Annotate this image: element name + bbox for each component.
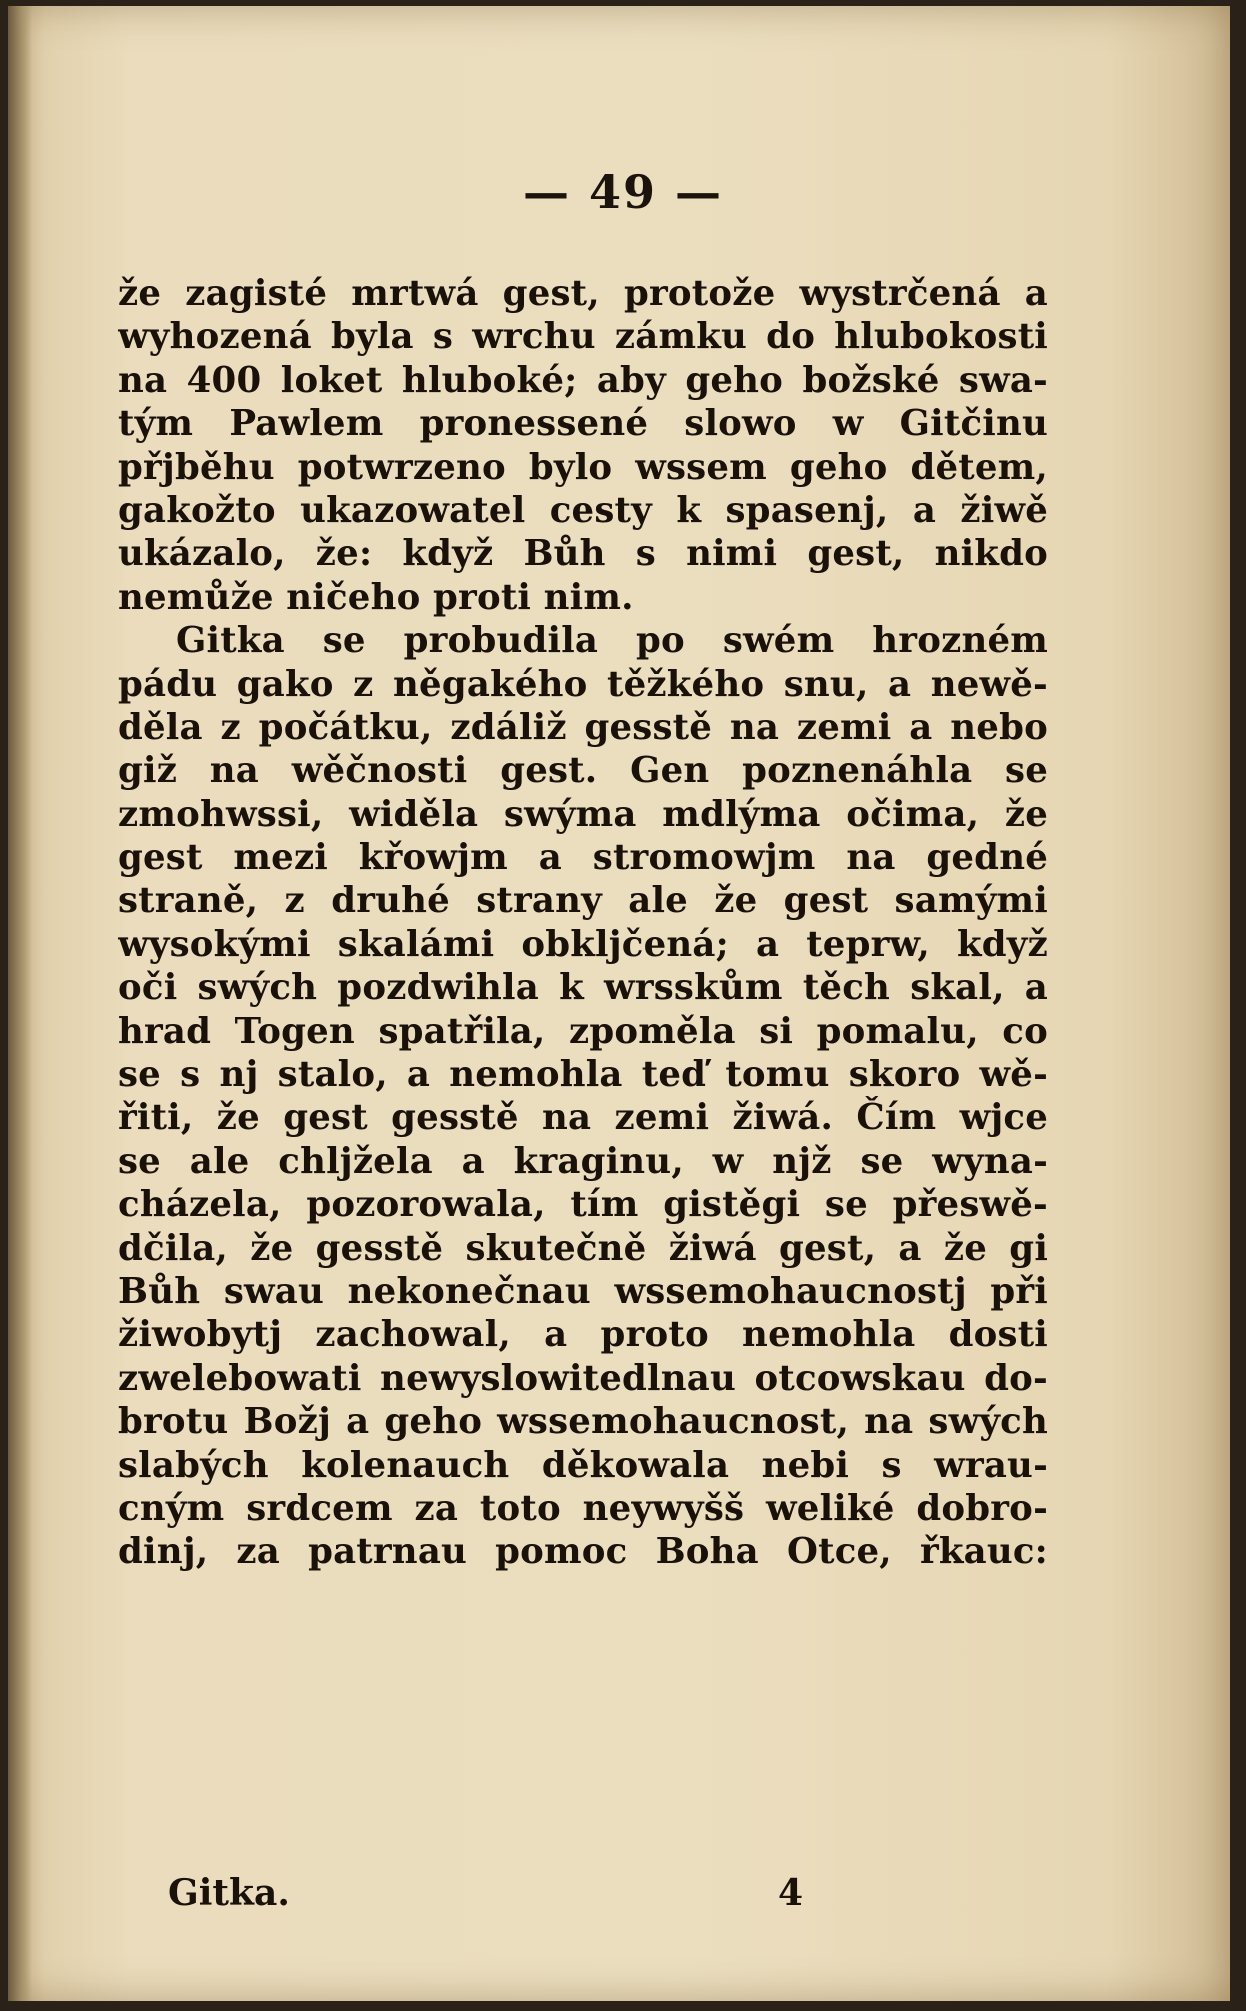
text-line: na 400 loket hluboké; aby geho božské swa- bbox=[118, 359, 1048, 401]
text-line: gakožto ukazowatel cesty k spasenj, a žiwě bbox=[118, 489, 1048, 531]
page-number: — 49 — bbox=[522, 165, 724, 219]
text-line: slabých kolenauch děkowala nebi s wrau- bbox=[118, 1444, 1048, 1486]
text-line: se ale chljžela a kraginu, w njž se wyna- bbox=[118, 1140, 1048, 1182]
signature-number: 4 bbox=[778, 1872, 804, 1914]
body-text bbox=[118, 272, 1048, 1574]
text-line: dčila, že gesstě skutečně žiwá gest, a že gi bbox=[118, 1227, 1048, 1269]
signature-text: Gitka. bbox=[168, 1872, 290, 1914]
text-line: Gitka se probudila po swém hrozném bbox=[176, 620, 1048, 662]
page-footer bbox=[168, 1872, 868, 1914]
text-line: přjběhu potwrzeno bylo wssem geho dětem, bbox=[118, 446, 1048, 488]
text-line: že zagisté mrtwá gest, protože wystrčená a bbox=[118, 273, 1048, 314]
text-line: řiti, že gest gesstě na zemi žiwá. Čím wjce bbox=[118, 1097, 1048, 1139]
text-line: straně, z druhé strany ale že gest samými bbox=[118, 880, 1048, 922]
page-gutter-shadow bbox=[8, 6, 32, 2001]
text-line: giž na wěčnosti gest. Gen poznenáhla se bbox=[118, 750, 1048, 792]
text-line: se s nj stalo, a nemohla teď tomu skoro wě- bbox=[118, 1054, 1048, 1096]
text-line: pádu gako z něgakého těžkého snu, a newě- bbox=[118, 663, 1048, 705]
paragraph-1 bbox=[118, 272, 1048, 619]
text-line: cházela, pozorowala, tím gistěgi se přeswě- bbox=[118, 1184, 1048, 1226]
text-line: tým Pawlem pronessené slowo w Gitčinu bbox=[118, 403, 1048, 445]
text-line: zwelebowati newyslowitedlnau otcowskau do- bbox=[118, 1357, 1048, 1399]
text-line: hrad Togen spatřila, zpoměla si pomalu, co bbox=[118, 1010, 1048, 1052]
text-line: cným srdcem za toto neywyšš weliké dobro- bbox=[118, 1487, 1048, 1529]
text-line: žiwobytj zachowal, a proto nemohla dosti bbox=[118, 1314, 1048, 1356]
paragraph-2 bbox=[118, 619, 1048, 1574]
text-line: ukázalo, že: když Bůh s nimi gest, nikdo bbox=[118, 533, 1048, 575]
text-line: Bůh swau nekonečnau wssemohaucnostj při bbox=[118, 1270, 1048, 1312]
text-line: nemůže ničeho proti nim. bbox=[118, 576, 634, 618]
text-line: zmohwssi, widěla swýma mdlýma očima, že bbox=[118, 793, 1048, 835]
text-line: gest mezi křowjm a stromowjm na gedné bbox=[118, 837, 1048, 879]
text-line: wysokými skalámi obkljčená; a teprw, když bbox=[118, 923, 1048, 965]
text-line: dinj, za patrnau pomoc Boha Otce, řkauc: bbox=[118, 1531, 1048, 1573]
text-line: wyhozená byla s wrchu zámku do hlubokosti bbox=[118, 316, 1048, 358]
text-line: brotu Božj a geho wssemohaucnost, na swých bbox=[118, 1401, 1048, 1443]
text-line: oči swých pozdwihla k wrsskům těch skal, a bbox=[118, 967, 1048, 1009]
text-line: děla z počátku, zdáliž gesstě na zemi a nebo bbox=[118, 706, 1048, 748]
